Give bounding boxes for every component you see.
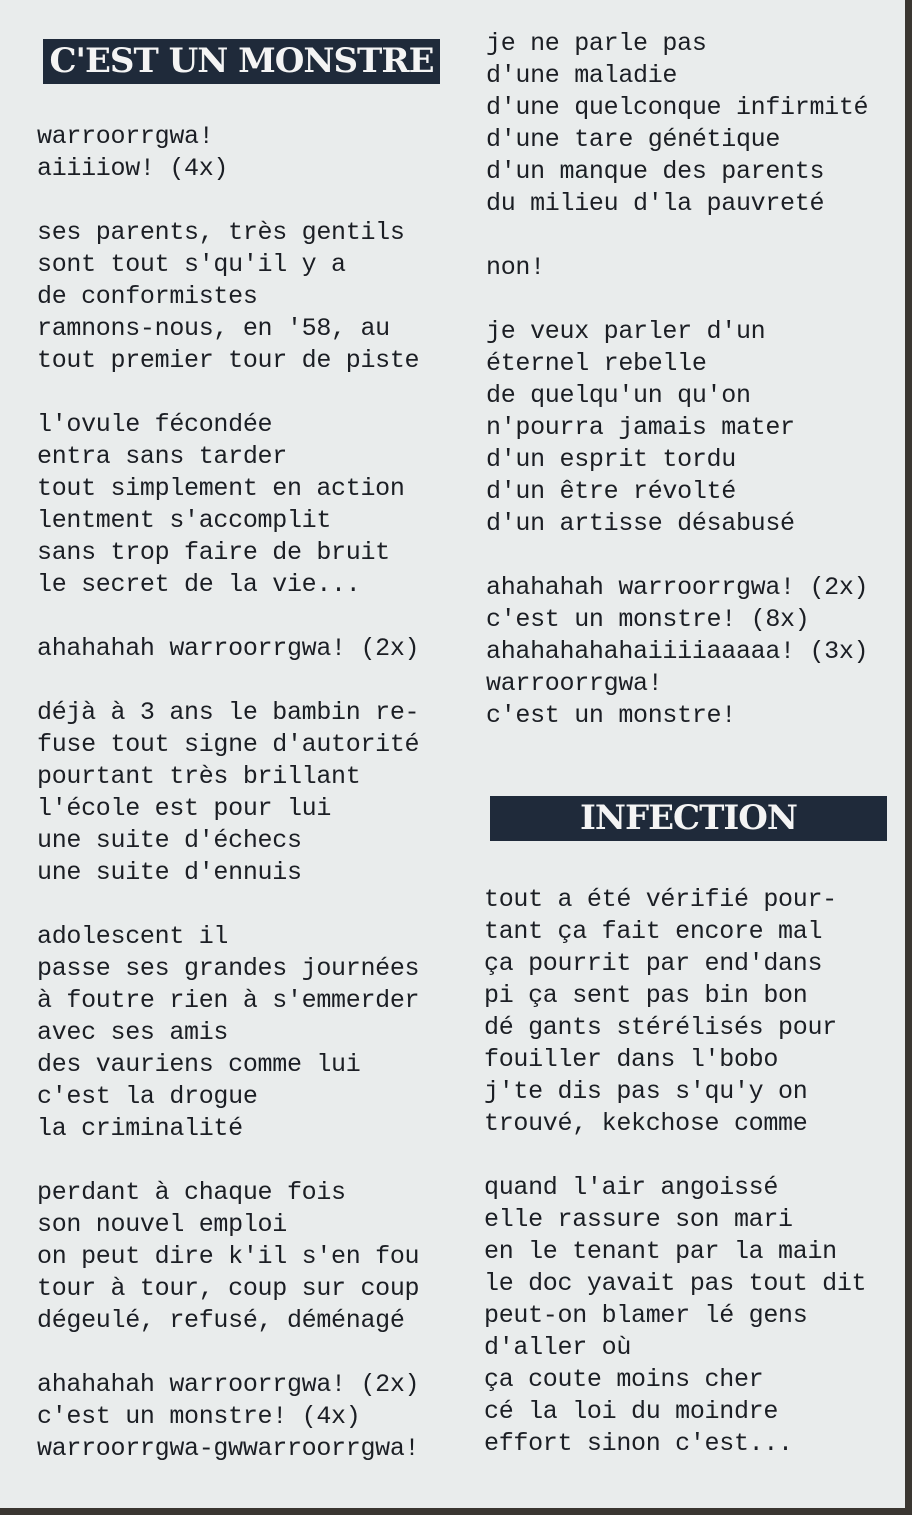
lyric-line: c'est un monstre! <box>486 701 736 730</box>
lyrics-column-left <box>37 121 419 1497</box>
lyric-line: passe ses grandes journées <box>37 954 420 983</box>
stanza <box>37 697 419 889</box>
stanza <box>486 572 868 732</box>
stanza <box>486 28 868 220</box>
lyric-line: tout premier tour de piste <box>37 346 420 375</box>
lyric-line: elle rassure son mari <box>484 1205 793 1234</box>
lyric-line: ses parents, très gentils <box>37 218 405 247</box>
lyric-line: c'est un monstre! (4x) <box>37 1402 361 1431</box>
stanza <box>37 921 419 1145</box>
lyric-line: peut-on blamer lé gens <box>484 1301 808 1330</box>
stanza <box>37 633 419 665</box>
lyric-line: de quelqu'un qu'on <box>486 381 751 410</box>
lyric-line: dégeulé, refusé, déménagé <box>37 1306 405 1335</box>
lyric-line: j'te dis pas s'qu'y on <box>484 1077 808 1106</box>
page-bottom-shadow <box>0 1508 912 1515</box>
lyric-line: warroorrgwa! <box>486 669 663 698</box>
lyric-line: d'un artisse désabusé <box>486 509 795 538</box>
lyric-line: une suite d'ennuis <box>37 858 302 887</box>
lyric-line: adolescent il <box>37 922 229 951</box>
lyric-line: l'école est pour lui <box>37 794 332 823</box>
lyric-line: d'un être révolté <box>486 477 736 506</box>
lyric-line: ahahahahahaiiiiaaaaa! (3x) <box>486 637 869 666</box>
lyric-line: de conformistes <box>37 282 258 311</box>
lyrics-column-infection <box>484 884 866 1492</box>
lyric-line: tout simplement en action <box>37 474 405 503</box>
lyric-line: n'pourra jamais mater <box>486 413 795 442</box>
lyric-line: sont tout s'qu'il y a <box>37 250 346 279</box>
lyric-line: tout a été vérifié pour- <box>484 885 837 914</box>
lyric-line: perdant à chaque fois <box>37 1178 346 1207</box>
lyric-line: effort sinon c'est... <box>484 1429 793 1458</box>
lyric-line: pourtant très brillant <box>37 762 361 791</box>
lyric-line: je veux parler d'un <box>486 317 766 346</box>
lyric-line: ahahahah warroorrgwa! (2x) <box>37 1370 420 1399</box>
lyric-line: cé la loi du moindre <box>484 1397 779 1426</box>
stanza <box>37 121 419 185</box>
lyric-line: le secret de la vie... <box>37 570 361 599</box>
lyric-line: à foutre rien à s'emmerder <box>37 986 420 1015</box>
lyric-line: l'ovule fécondée <box>37 410 273 439</box>
lyric-line: ahahahah warroorrgwa! (2x) <box>486 573 869 602</box>
lyric-line: tant ça fait encore mal <box>484 917 823 946</box>
lyric-line: d'un esprit tordu <box>486 445 736 474</box>
lyric-line: c'est la drogue <box>37 1082 258 1111</box>
lyric-line: dé gants stérélisés pour <box>484 1013 837 1042</box>
lyric-line: déjà à 3 ans le bambin re- <box>37 698 420 727</box>
lyric-line: le doc yavait pas tout dit <box>484 1269 867 1298</box>
lyric-line: ça coute moins cher <box>484 1365 764 1394</box>
lyric-line: d'un manque des parents <box>486 157 825 186</box>
lyric-line: en le tenant par la main <box>484 1237 837 1266</box>
stanza <box>484 1172 866 1460</box>
lyric-line: entra sans tarder <box>37 442 287 471</box>
lyric-line: fouiller dans l'bobo <box>484 1045 779 1074</box>
lyric-line: fuse tout signe d'autorité <box>37 730 420 759</box>
page-edge-shadow <box>905 0 912 1515</box>
song-title-infection: INFECTION <box>490 796 887 841</box>
song-title-cest-un-monstre: C'EST UN MONSTRE <box>43 39 440 84</box>
lyric-line: warroorrgwa-gwwarroorrgwa! <box>37 1434 420 1463</box>
lyric-line: d'une quelconque infirmité <box>486 93 869 122</box>
lyric-line: on peut dire k'il s'en fou <box>37 1242 420 1271</box>
lyric-line: quand l'air angoissé <box>484 1173 779 1202</box>
lyric-line: sans trop faire de bruit <box>37 538 390 567</box>
lyric-line: ahahahah warroorrgwa! (2x) <box>37 634 420 663</box>
lyric-line: avec ses amis <box>37 1018 229 1047</box>
lyric-line: d'une tare génétique <box>486 125 781 154</box>
stanza <box>486 316 868 540</box>
lyric-line: pi ça sent pas bin bon <box>484 981 808 1010</box>
lyric-line: une suite d'échecs <box>37 826 302 855</box>
lyric-line: éternel rebelle <box>486 349 707 378</box>
lyric-line: tour à tour, coup sur coup <box>37 1274 420 1303</box>
lyric-line: ramnons-nous, en '58, au <box>37 314 390 343</box>
lyric-line: aiiiiow! (4x) <box>37 154 229 183</box>
lyric-line: non! <box>486 253 545 282</box>
lyric-line: son nouvel emploi <box>37 1210 287 1239</box>
lyric-line: warroorrgwa! <box>37 122 214 151</box>
lyric-line: du milieu d'la pauvreté <box>486 189 825 218</box>
lyric-line: d'une maladie <box>486 61 678 90</box>
lyric-line: la criminalité <box>37 1114 243 1143</box>
lyrics-column-right <box>486 28 868 764</box>
lyric-line: lentment s'accomplit <box>37 506 332 535</box>
lyric-line: d'aller où <box>484 1333 632 1362</box>
stanza <box>484 884 866 1140</box>
stanza <box>37 1369 419 1465</box>
stanza <box>486 252 868 284</box>
lyric-line: je ne parle pas <box>486 29 707 58</box>
lyric-line: trouvé, kekchose comme <box>484 1109 808 1138</box>
stanza <box>37 409 419 601</box>
lyric-line: ça pourrit par end'dans <box>484 949 823 978</box>
lyric-line: c'est un monstre! (8x) <box>486 605 810 634</box>
stanza <box>37 1177 419 1337</box>
lyric-line: des vauriens comme lui <box>37 1050 361 1079</box>
stanza <box>37 217 419 377</box>
